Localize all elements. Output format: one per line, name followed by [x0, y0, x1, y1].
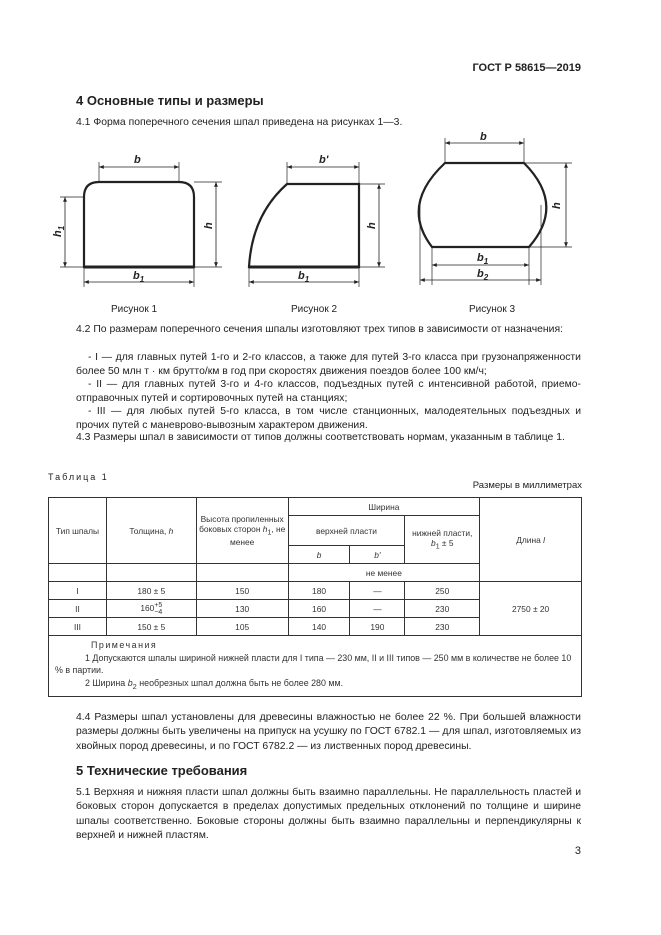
- paragraph-4-1: 4.1 Форма поперечного сечения шпал приведена на рисунках 1—3.: [76, 117, 403, 128]
- cell-type: I: [49, 582, 107, 600]
- cell-b: 160: [288, 600, 350, 618]
- paragraph-5-1: 5.1 Верхняя и нижняя пласти шпал должны быть взаимно параллельны. Не параллельность пластей и боковых сторон допускается в пределах допустимых предельных отклонений по толщине и ширине шпалы соответственно. Боковые стороны должны быть взаимно параллельны и перпендикулярны к верхней и нижней пластям.: [76, 787, 581, 842]
- figure-2-shape: [249, 184, 359, 267]
- table-caption: Таблица 1: [48, 472, 109, 482]
- table-units: Размеры в миллиметрах: [472, 480, 582, 491]
- notes-title: Примечания: [91, 640, 158, 650]
- cell-thickness: 180 ± 5: [106, 582, 196, 600]
- paragraph-4-2-item-1: - I — для главных путей 1-го и 2-го классов, а также для путей 3-го класса при грузонапряженности более 50 млн т · км брутто/км в год при скоростях движения поездов более 100 км/ч;: [76, 352, 581, 378]
- paragraph-4-2-item-2: - II — для главных путей 3-го и 4-го классов, подъездных путей с интенсивной работой, приемо-отправочных путей и сортировочных путей на станциях;: [76, 379, 581, 405]
- cell-type: II: [49, 600, 107, 618]
- fig3-label-b1: $b_1$: [477, 252, 489, 266]
- fig1-label-h: h: [203, 222, 215, 229]
- section-5-title: 5 Технические требования: [76, 763, 248, 778]
- cell-b-prime: —: [350, 600, 405, 618]
- header-spacer: [49, 564, 107, 582]
- header-length: Длина l: [480, 498, 582, 582]
- cell-b1: 250: [405, 582, 480, 600]
- cell-b: 180: [288, 582, 350, 600]
- header-col-b-prime: b': [350, 546, 405, 564]
- dimensions-table: [48, 497, 582, 697]
- figure-3-caption: Рисунок 3: [469, 304, 516, 315]
- cell-b1: 230: [405, 600, 480, 618]
- cell-b1: 230: [405, 618, 480, 636]
- figure-1-shape: [84, 182, 194, 267]
- fig1-label-b: b: [134, 154, 141, 166]
- cell-thickness: 160+5 −4: [106, 600, 196, 618]
- table-row: [49, 582, 582, 600]
- cell-b-prime: 190: [350, 618, 405, 636]
- fig2-label-b1: $b_1$: [298, 270, 310, 284]
- cell-h1: 150: [196, 582, 288, 600]
- fig3-label-b: b: [480, 131, 487, 143]
- header-sides-height: Высота пропиленных боковых сторон $h_1$, не менее: [196, 498, 288, 564]
- fig2-label-b-prime: b': [319, 154, 329, 166]
- figure-3-shape: [419, 163, 547, 247]
- paragraph-4-4: 4.4 Размеры шпал установлены для древесины влажностью не более 22 %. При большей влажности размеры должны быть увеличены на припуск на усушку по ГОСТ 6782.1 — для шпал, изготовляемых из хвойных пород древесины, и по ГОСТ 6782.2 — из лиственных пород древесины.: [76, 712, 581, 752]
- figure-1-caption: Рисунок 1: [111, 304, 158, 315]
- cell-b-prime: —: [350, 582, 405, 600]
- figure-2-caption: Рисунок 2: [291, 304, 338, 315]
- cell-h1: 105: [196, 618, 288, 636]
- header-spacer: [196, 564, 288, 582]
- header-bottom-face: нижней пласти, $b_1 \pm 5$: [405, 516, 480, 564]
- cell-b: 140: [288, 618, 350, 636]
- fig2-label-h: h: [366, 222, 378, 229]
- header-spacer: [106, 564, 196, 582]
- fig1-label-h1: $h_1$: [52, 225, 66, 237]
- header-col-b: b: [288, 546, 350, 564]
- header-thickness: Толщина, h: [106, 498, 196, 564]
- note-1: 1 Допускаются шпалы шириной нижней пласти для I типа — 230 мм, II и III типов — 250 мм в количестве не более 10 % в партии.: [55, 652, 572, 676]
- paragraph-4-3: 4.3 Размеры шпал в зависимости от типов должны соответствовать нормам, указанным в таблице 1.: [76, 432, 565, 443]
- note-2: 2 Ширина $b_2$ необрезных шпал должна быть не более 280 мм.: [85, 677, 344, 691]
- fig3-label-h: h: [551, 202, 563, 209]
- header-not-less: не менее: [288, 564, 480, 582]
- cross-section-figures: [0, 130, 661, 310]
- section-4-title: 4 Основные типы и размеры: [76, 93, 264, 108]
- cell-thickness: 150 ± 5: [106, 618, 196, 636]
- table-notes: [49, 636, 582, 697]
- paragraph-4-2-item-3: - III — для любых путей 5-го класса, в том числе станционных, малодеятельных подъездных и прочих путей с маневрово-вывозным характером движения.: [76, 406, 581, 432]
- fig3-label-b2: $b_2$: [477, 268, 489, 282]
- cell-h1: 130: [196, 600, 288, 618]
- header-type: Тип шпалы: [49, 498, 107, 564]
- header-top-face: верхней пласти: [288, 516, 405, 546]
- fig1-label-b1: $b_1$: [133, 270, 145, 284]
- cell-type: III: [49, 618, 107, 636]
- header-width: Ширина: [288, 498, 480, 516]
- paragraph-4-2-intro: 4.2 По размерам поперечного сечения шпалы изготовляют трех типов в зависимости от назначения:: [76, 324, 563, 335]
- cell-length: 2750 ± 20: [480, 582, 582, 636]
- document-header: ГОСТ Р 58615—2019: [472, 62, 581, 74]
- page-number: 3: [574, 845, 581, 857]
